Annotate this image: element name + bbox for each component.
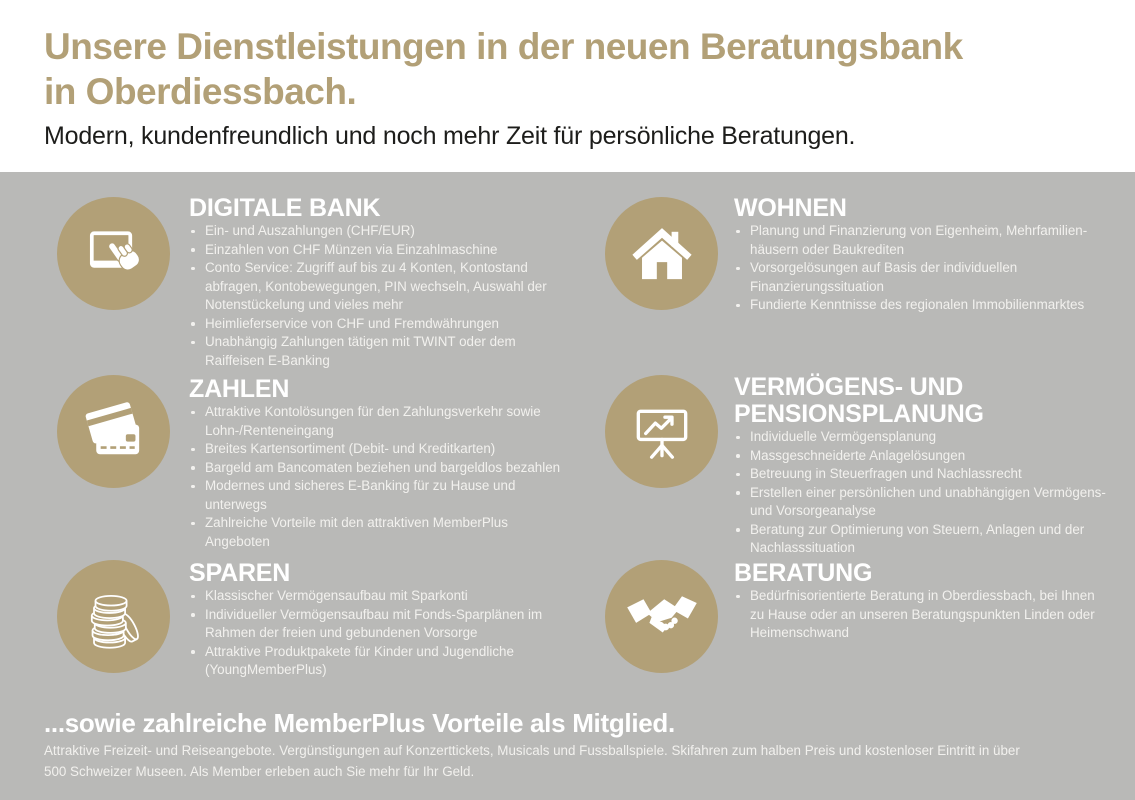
sparen-circle — [57, 560, 170, 673]
section-zahlen — [189, 376, 569, 551]
handshake-icon — [625, 580, 699, 654]
list-item: Attraktive Kontolösungen für den Zahlungsverkehr sowie Lohn-/Renteneingang — [189, 403, 569, 440]
list-item: Fundierte Kenntnisse des regionalen Immobilienmarktes — [734, 296, 1108, 315]
list-item: Einzahlen von CHF Münzen via Einzahlmaschine — [189, 241, 569, 260]
wohnen-circle — [605, 197, 718, 310]
list-item: Zahlreiche Vorteile mit den attraktiven MemberPlus Angeboten — [189, 514, 569, 551]
page-title-line2: in Oberdiessbach. — [44, 71, 357, 112]
section-vermoegens-und-pensionsplanung — [734, 374, 1108, 558]
section-digitale-bank — [189, 195, 569, 370]
list-item: Individueller Vermögensaufbau mit Fonds-Sparplänen im Rahmen der freien und gebundenen Vorsorge — [189, 606, 569, 643]
list-item: Conto Service: Zugriff auf bis zu 4 Konten, Kontostand abfragen, Kontobewegungen, PIN wechseln, Auswahl der Notenstückelung und vieles mehr — [189, 259, 569, 315]
bullet-list — [189, 587, 569, 680]
list-item: Vorsorgelösungen auf Basis der individuellen Finanzierungssituation — [734, 259, 1108, 296]
section-title: BERATUNG — [734, 559, 873, 587]
section-title: SPAREN — [189, 559, 291, 587]
list-item: Individuelle Vermögensplanung — [734, 428, 1108, 447]
coins-icon — [77, 580, 151, 654]
credit-cards-icon — [77, 395, 151, 469]
section-title: ZAHLEN — [189, 375, 290, 403]
list-item: Beratung zur Optimierung von Steuern, Anlagen und der Nachlasssituation — [734, 521, 1108, 558]
page-title-line1: Unsere Dienstleistungen in der neuen Beratungsbank — [44, 26, 963, 67]
list-item: Planung und Finanzierung von Eigenheim, Mehrfamilien-häusern oder Baukrediten — [734, 222, 1108, 259]
section-sparen — [189, 560, 569, 680]
list-item: Ein- und Auszahlungen (CHF/EUR) — [189, 222, 569, 241]
digitale-bank-circle — [57, 197, 170, 310]
tablet-touch-icon — [77, 217, 151, 291]
section-beratung — [734, 560, 1108, 643]
list-item: Erstellen einer persönlichen und unabhängigen Vermögens- und Vorsorgeanalyse — [734, 484, 1108, 521]
list-item: Attraktive Produktpakete für Kinder und Jugendliche (YoungMemberPlus) — [189, 643, 569, 680]
vermoegen-circle — [605, 375, 718, 488]
house-icon — [625, 217, 699, 291]
list-item: Bedürfnisorientierte Beratung in Oberdiessbach, bei Ihnen zu Hause oder an unseren Beratungspunkten Linden oder Heimenschwand — [734, 587, 1108, 643]
section-title: DIGITALE BANK — [189, 194, 381, 222]
footer-body: Attraktive Freizeit- und Reiseangebote. Vergünstigungen auf Konzerttickets, Musicals und Fussballspiele. Skifahren zum halben Preis und kostenloser Eintritt in über 500 Schweizer Museen. Als Member erleben auch Sie mehr für Ihr Geld. — [44, 743, 1020, 779]
list-item: Heimlieferservice von CHF und Fremdwährungen — [189, 315, 569, 334]
list-item: Breites Kartensortiment (Debit- und Kreditkarten) — [189, 440, 569, 459]
section-title: WOHNEN — [734, 194, 847, 222]
page-title — [44, 24, 1104, 114]
bullet-list — [734, 587, 1108, 643]
list-item: Massgeschneiderte Anlagelösungen — [734, 447, 1108, 466]
chart-flipchart-icon — [625, 395, 699, 469]
page-subtitle: Modern, kundenfreundlich und noch mehr Zeit für persönliche Beratungen. — [44, 122, 856, 150]
section-wohnen — [734, 195, 1108, 315]
list-item: Klassischer Vermögensaufbau mit Sparkonti — [189, 587, 569, 606]
bullet-list — [189, 222, 569, 370]
list-item: Bargeld am Bancomaten beziehen und bargeldlos bezahlen — [189, 459, 569, 478]
section-title: VERMÖGENS- UND PENSIONSPLANUNG — [734, 373, 984, 428]
beratung-circle — [605, 560, 718, 673]
list-item: Modernes und sicheres E-Banking für zu Hause und unterwegs — [189, 477, 569, 514]
list-item: Betreuung in Steuerfragen und Nachlassrecht — [734, 465, 1108, 484]
list-item: Unabhängig Zahlungen tätigen mit TWINT oder dem Raiffeisen E-Banking — [189, 333, 569, 370]
bullet-list — [734, 428, 1108, 558]
bullet-list — [189, 403, 569, 551]
footer-title: ...sowie zahlreiche MemberPlus Vorteile als Mitglied. — [44, 708, 675, 738]
zahlen-circle — [57, 375, 170, 488]
bullet-list — [734, 222, 1108, 315]
